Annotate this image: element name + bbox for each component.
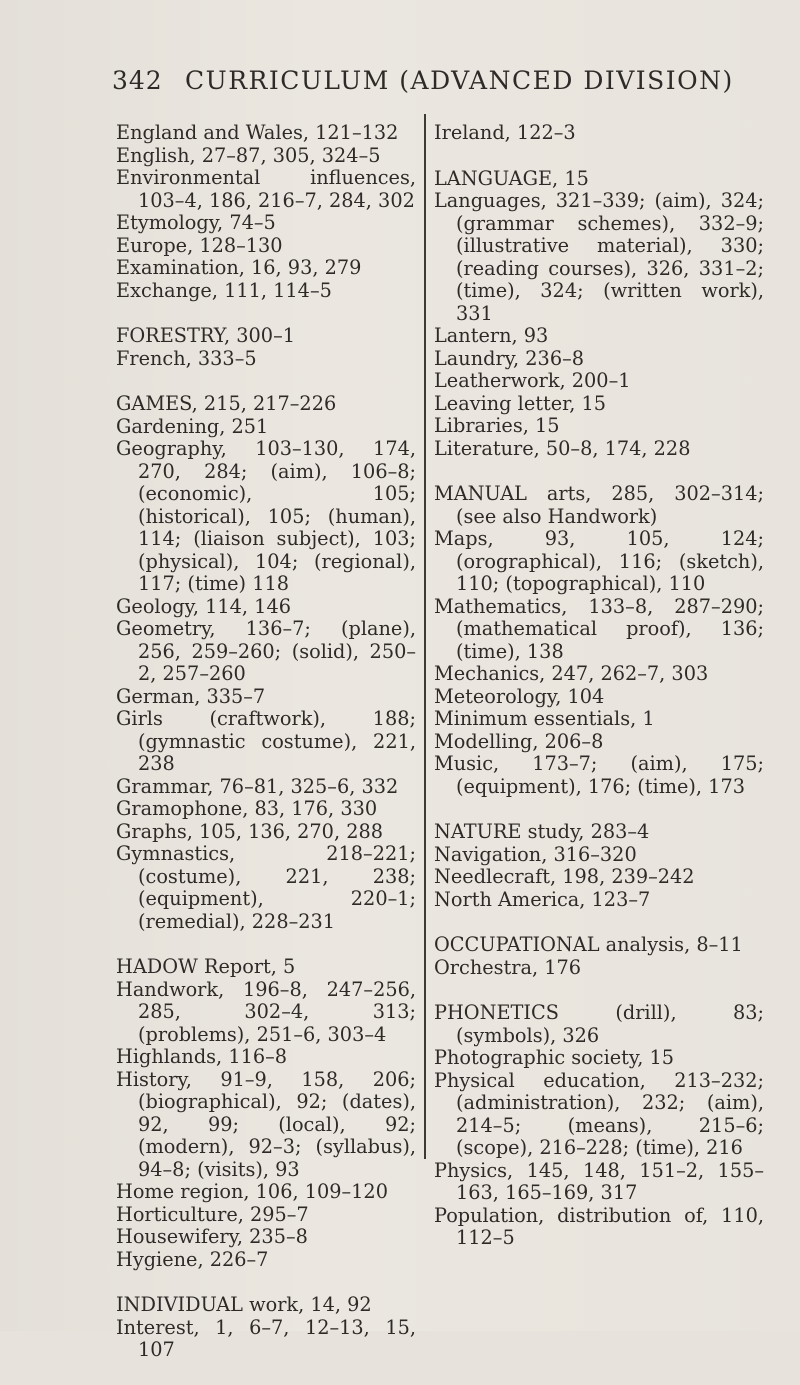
- index-entry: OCCUPATIONAL analysis, 8–11: [434, 933, 743, 956]
- column-divider: [424, 114, 426, 1159]
- index-entry: Lantern, 93: [434, 324, 549, 347]
- index-entry: Grammar, 76–81, 325–6, 332: [116, 774, 399, 798]
- index-entry: Housewifery, 235–8: [116, 1225, 308, 1248]
- index-entry: History, 91–9, 158, 206; (biographical), 92; (dates), 92, 99; (local), 92; (modern), 92–3; (syllabus), 94–8; (visits), 93: [116, 1067, 416, 1181]
- index-entry: Gymnastics, 218–221; (costume), 221, 238; (equipment), 220–1; (remedial), 228–231: [116, 842, 416, 933]
- index-entry: English, 27–87, 305, 324–5: [116, 143, 381, 167]
- index-entry: Orchestra, 176: [434, 955, 582, 979]
- index-letter-group: [434, 821, 764, 911]
- index-entry: PHONETICS (drill), 83; (symbols), 326: [434, 1001, 764, 1047]
- index-entry: Leatherwork, 200–1: [434, 369, 631, 392]
- index-letter-group: [116, 122, 416, 302]
- index-entry: North America, 123–7: [434, 887, 651, 911]
- index-entry: Geometry, 136–7; (plane), 256, 259–260; (solid), 250–2, 257–260: [116, 617, 416, 685]
- index-entry: HADOW Report, 5: [116, 955, 296, 978]
- index-letter-group: [434, 122, 764, 145]
- index-entry: Hygiene, 226–7: [116, 1247, 269, 1271]
- index-entry: Mechanics, 247, 262–7, 303: [434, 662, 709, 685]
- index-entry: MANUAL arts, 285, 302–314; (see also Handwork): [434, 482, 764, 528]
- index-entry: Meteorology, 104: [434, 684, 605, 708]
- index-entry: Environmental influences, 103–4, 186, 216–7, 284, 302: [116, 166, 416, 212]
- index-entry: Modelling, 206–8: [434, 729, 604, 753]
- index-entry: INDIVIDUAL work, 14, 92: [116, 1293, 372, 1316]
- index-entry: Graphs, 105, 136, 270, 288: [116, 819, 384, 843]
- index-entry: Geography, 103–130, 174, 270, 284; (aim), 106–8; (economic), 105; (historical), 105; (human), 114; (liaison subject), 103; (physical), 104; (regional), 117; (time) 118: [116, 437, 416, 595]
- index-letter-group: [116, 325, 416, 370]
- left-index-column: [116, 122, 416, 1385]
- index-entry: Libraries, 15: [434, 414, 560, 437]
- index-entry: Physics, 145, 148, 151–2, 155–163, 165–169, 317: [434, 1158, 764, 1204]
- index-entry: Handwork, 196–8, 247–256, 285, 302–4, 313; (problems), 251–6, 303–4: [116, 977, 416, 1046]
- index-entry: Horticulture, 295–7: [116, 1202, 309, 1226]
- index-entry: Gardening, 251: [116, 414, 269, 438]
- index-letter-group: [434, 1002, 764, 1250]
- index-entry: England and Wales, 121–132: [116, 121, 399, 144]
- index-entry: Literature, 50–8, 174, 228: [434, 436, 691, 460]
- index-entry: Home region, 106, 109–120: [116, 1180, 388, 1203]
- index-letter-group: [434, 168, 764, 461]
- index-entry: Navigation, 316–320: [434, 842, 637, 866]
- index-entry: LANGUAGE, 15: [434, 166, 589, 190]
- index-entry: Gramophone, 83, 176, 330: [116, 797, 378, 820]
- index-entry: Languages, 321–339; (aim), 324; (grammar schemes), 332–9; (illustrative material), 330; (reading courses), 326, 331–2; (time), 324; (written work), 331: [434, 189, 764, 325]
- index-entry: Ireland, 122–3: [434, 121, 576, 144]
- index-entry: Needlecraft, 198, 239–242: [434, 865, 695, 888]
- index-entry: French, 333–5: [116, 346, 257, 370]
- index-entry: Laundry, 236–8: [434, 346, 584, 370]
- index-entry: NATURE study, 283–4: [434, 820, 650, 843]
- index-entry: Leaving letter, 15: [434, 391, 607, 415]
- index-entry: Maps, 93, 105, 124; (orographical), 116; (sketch), 110; (topographical), 110: [434, 527, 764, 595]
- right-index-column: [434, 122, 764, 1273]
- index-entry: Exchange, 111, 114–5: [116, 278, 332, 302]
- index-entry: Music, 173–7; (aim), 175; (equipment), 176; (time), 173: [434, 752, 764, 798]
- index-letter-group: [434, 934, 764, 979]
- index-entry: Girls (craftwork), 188; (gymnastic costume), 221, 238: [116, 707, 416, 775]
- index-entry: Mathematics, 133–8, 287–290; (mathematical proof), 136; (time), 138: [434, 594, 764, 663]
- index-letter-group: [116, 956, 416, 1271]
- index-entry: Interest, 1, 6–7, 12–13, 15, 107: [116, 1315, 416, 1361]
- index-entry: Geology, 114, 146: [116, 594, 291, 618]
- index-entry: FORESTRY, 300–1: [116, 324, 295, 347]
- running-title: CURRICULUM (ADVANCED DIVISION): [185, 66, 734, 95]
- page-number: 342: [112, 66, 163, 95]
- index-entry: Physical education, 213–232; (administration), 232; (aim), 214–5; (means), 215–6; (scope), 216–228; (time), 216: [434, 1068, 764, 1159]
- index-letter-group: [434, 483, 764, 798]
- index-entry: Highlands, 116–8: [116, 1045, 288, 1068]
- index-entry: Etymology, 74–5: [116, 211, 276, 234]
- index-letter-group: [116, 1294, 416, 1362]
- index-entry: Examination, 16, 93, 279: [116, 256, 362, 279]
- index-letter-group: [116, 393, 416, 933]
- index-entry: Population, distribution of, 110, 112–5: [434, 1203, 764, 1249]
- page-header: [112, 66, 772, 102]
- index-entry: Europe, 128–130: [116, 233, 283, 257]
- index-entry: German, 335–7: [116, 684, 266, 708]
- index-entry: Photographic society, 15: [434, 1046, 675, 1069]
- index-entry: GAMES, 215, 217–226: [116, 392, 337, 415]
- index-entry: Minimum essentials, 1: [434, 707, 655, 730]
